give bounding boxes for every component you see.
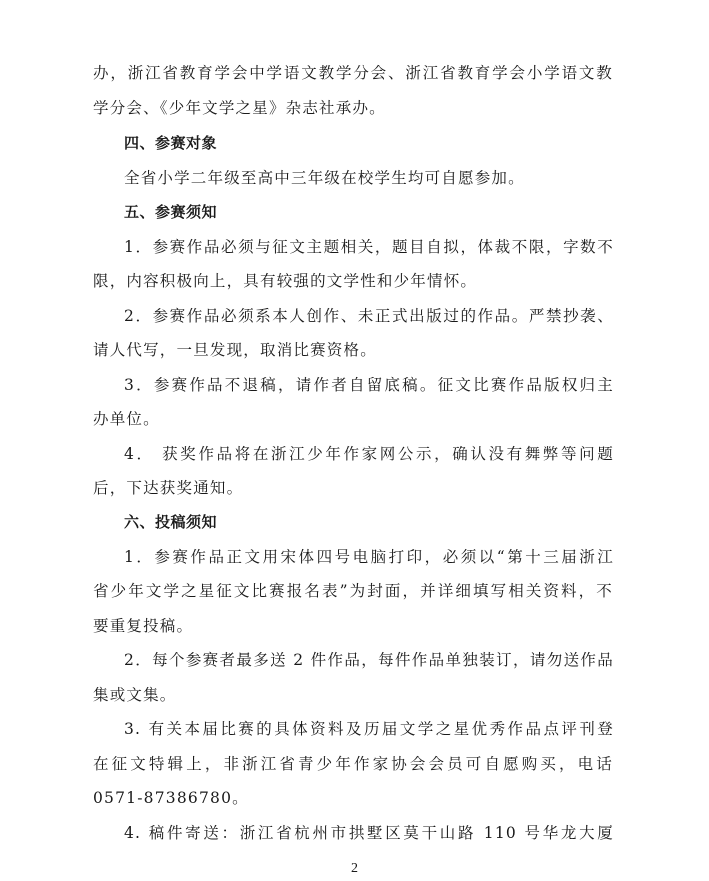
paragraph-line: 省少年文学之星征文比赛报名表”为封面，并详细填写相关资料，不 (93, 582, 613, 600)
section-heading-participants: 四、参赛对象 (124, 134, 218, 152)
paragraph-line: 4． 获奖作品将在浙江少年作家网公示，确认没有舞弊等问题 (124, 445, 614, 463)
section-heading-rules: 五、参赛须知 (124, 203, 218, 221)
paragraph-line: 1．参赛作品必须与征文主题相关，题目自拟，体裁不限，字数不 (124, 238, 614, 256)
paragraph-line: 集或文集。 (93, 686, 177, 704)
paragraph-line: 请人代写，一旦发现，取消比赛资格。 (93, 341, 377, 359)
paragraph-line: 3．参赛作品不退稿，请作者自留底稿。征文比赛作品版权归主 (124, 376, 614, 394)
paragraph-line: 2．参赛作品必须系本人创作、未正式出版过的作品。严禁抄袭、 (124, 307, 614, 325)
paragraph-line: 3. 有关本届比赛的具体资料及历届文学之星优秀作品点评刊登 (124, 720, 614, 738)
paragraph-line: 2．每个参赛者最多送 2 件作品，每件作品单独装订，请勿送作品 (124, 651, 614, 669)
paragraph-line: 后，下达获奖通知。 (93, 479, 244, 497)
paragraph-line: 学分会、《少年文学之星》杂志社承办。 (93, 99, 386, 117)
paragraph-line: 办，浙江省教育学会中学语文教学分会、浙江省教育学会小学语文教 (93, 64, 613, 82)
paragraph-line: 限，内容积极向上，具有较强的文学性和少年情怀。 (93, 272, 478, 290)
paragraph-line: 要重复投稿。 (93, 617, 194, 635)
paragraph-line: 全省小学二年级至高中三年级在校学生均可自愿参加。 (124, 169, 525, 187)
paragraph-line: 4. 稿件寄送：浙江省杭州市拱墅区莫干山路 110 号华龙大厦 (124, 824, 614, 842)
paragraph-line: 办单位。 (93, 410, 160, 428)
paragraph-line: 0571-87386780。 (93, 789, 249, 807)
paragraph-line: 在征文特辑上，非浙江省青少年作家协会会员可自愿购买，电话 (93, 755, 613, 773)
page-number: 2 (351, 861, 358, 876)
section-heading-submission: 六、投稿须知 (124, 513, 218, 531)
paragraph-line: 1．参赛作品正文用宋体四号电脑打印，必须以“第十三届浙江 (124, 548, 614, 566)
